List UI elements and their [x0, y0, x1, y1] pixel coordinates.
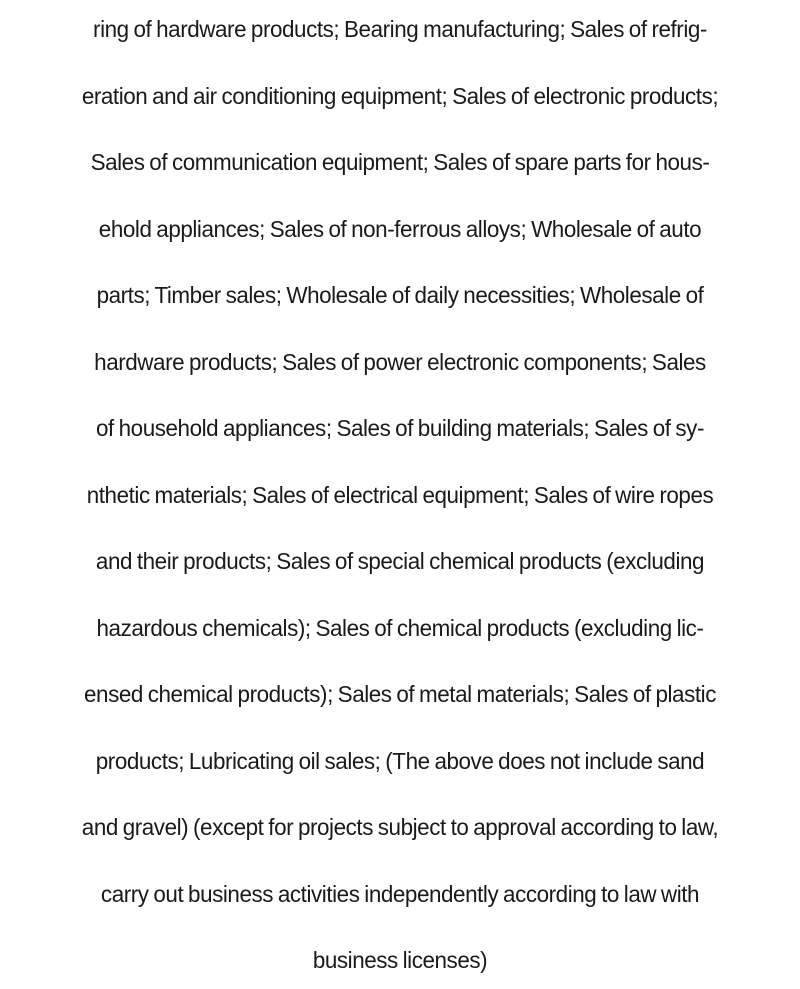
text-line: and their products; Sales of special chemical products (excluding	[95, 548, 705, 574]
text-line: business licenses)	[312, 947, 488, 973]
text-line: eration and air conditioning equipment; Sales of electronic products;	[81, 83, 719, 109]
text-line: ehold appliances; Sales of non-ferrous alloys; Wholesale of auto	[98, 216, 702, 242]
text-line: ring of hardware products; Bearing manufacturing; Sales of refrig-	[93, 16, 707, 42]
text-line: hardware products; Sales of power electronic components; Sales	[94, 349, 706, 375]
text-line: of household appliances; Sales of building materials; Sales of sy-	[95, 415, 704, 441]
text-line: hazardous chemicals); Sales of chemical products (excluding lic-	[96, 615, 704, 641]
text-line: and gravel) (except for projects subject to approval according to law,	[81, 814, 719, 840]
text-line: nthetic materials; Sales of electrical equipment; Sales of wire ropes	[86, 482, 714, 508]
text-line: ensed chemical products); Sales of metal materials; Sales of plastic	[84, 681, 716, 707]
text-line: parts; Timber sales; Wholesale of daily necessities; Wholesale of	[96, 282, 704, 308]
text-line: Sales of communication equipment; Sales of spare parts for hous-	[90, 149, 710, 175]
text-line: carry out business activities independently according to law with	[100, 881, 700, 907]
text-line: products; Lubricating oil sales; (The above does not include sand	[95, 748, 705, 774]
